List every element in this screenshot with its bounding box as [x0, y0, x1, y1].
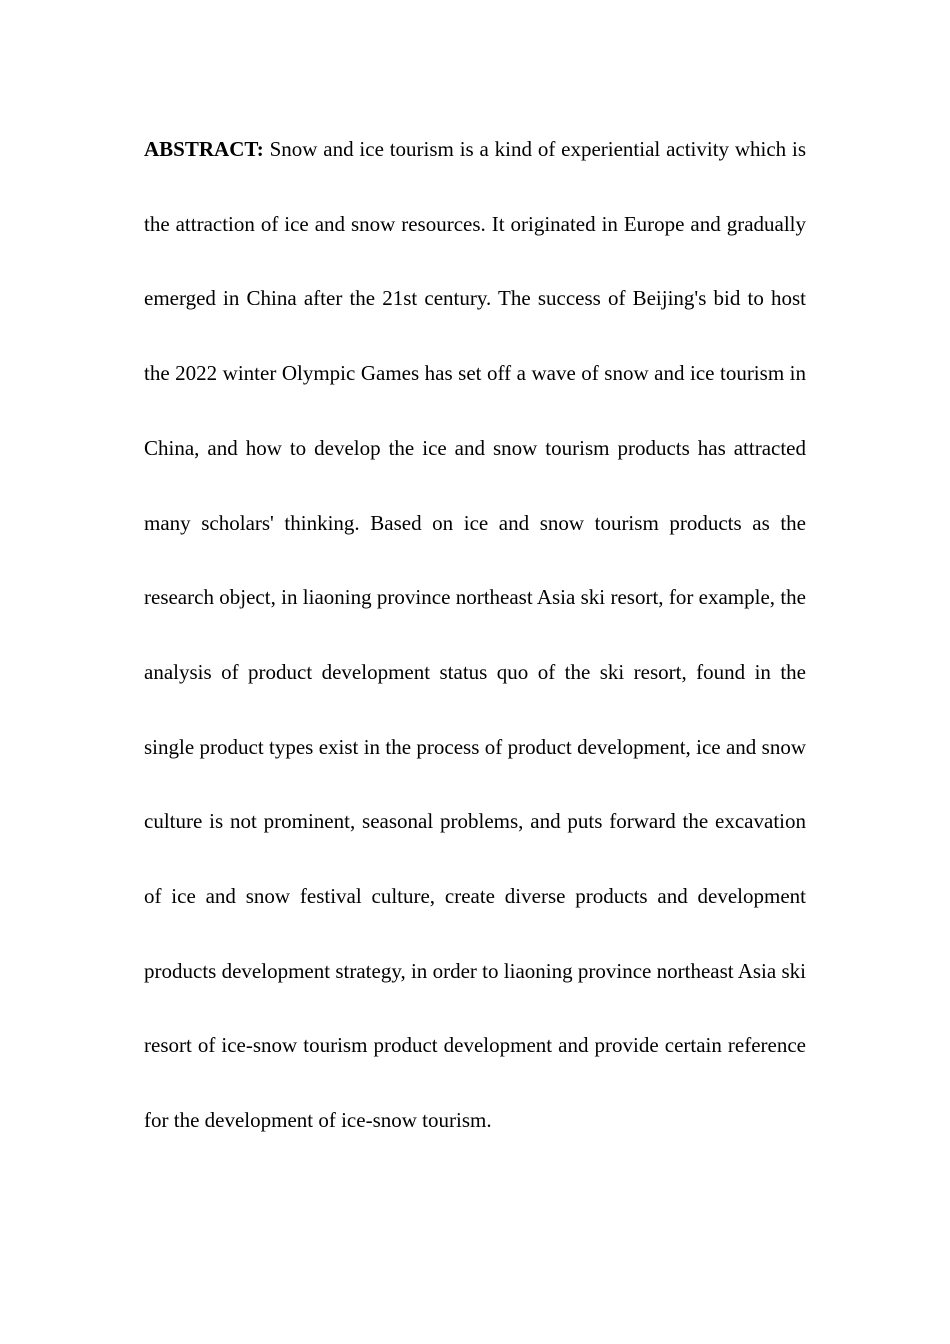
abstract-paragraph: [144, 112, 806, 1158]
abstract-text: Snow and ice tourism is a kind of experiential activity which is the attraction of ice and snow resources. It originated in Europe and gradually emerged in China after the 21st century. The success of Beijing's bid to host the 2022 winter Olympic Games has set off a wave of snow and ice tourism in China, and how to develop the ice and snow tourism products has attracted many scholars' thinking. Based on ice and snow tourism products as the research object, in liaoning province northeast Asia ski resort, for example, the analysis of product development status quo of the ski resort, found in the single product types exist in the process of product development, ice and snow culture is not prominent, seasonal problems, and puts forward the excavation of ice and snow festival culture, create diverse products and development products development strategy, in order to liaoning province northeast Asia ski resort of ice-snow tourism product development and provide certain reference for the development of ice-snow tourism.: [144, 137, 807, 1133]
abstract-label: ABSTRACT:: [144, 137, 264, 161]
